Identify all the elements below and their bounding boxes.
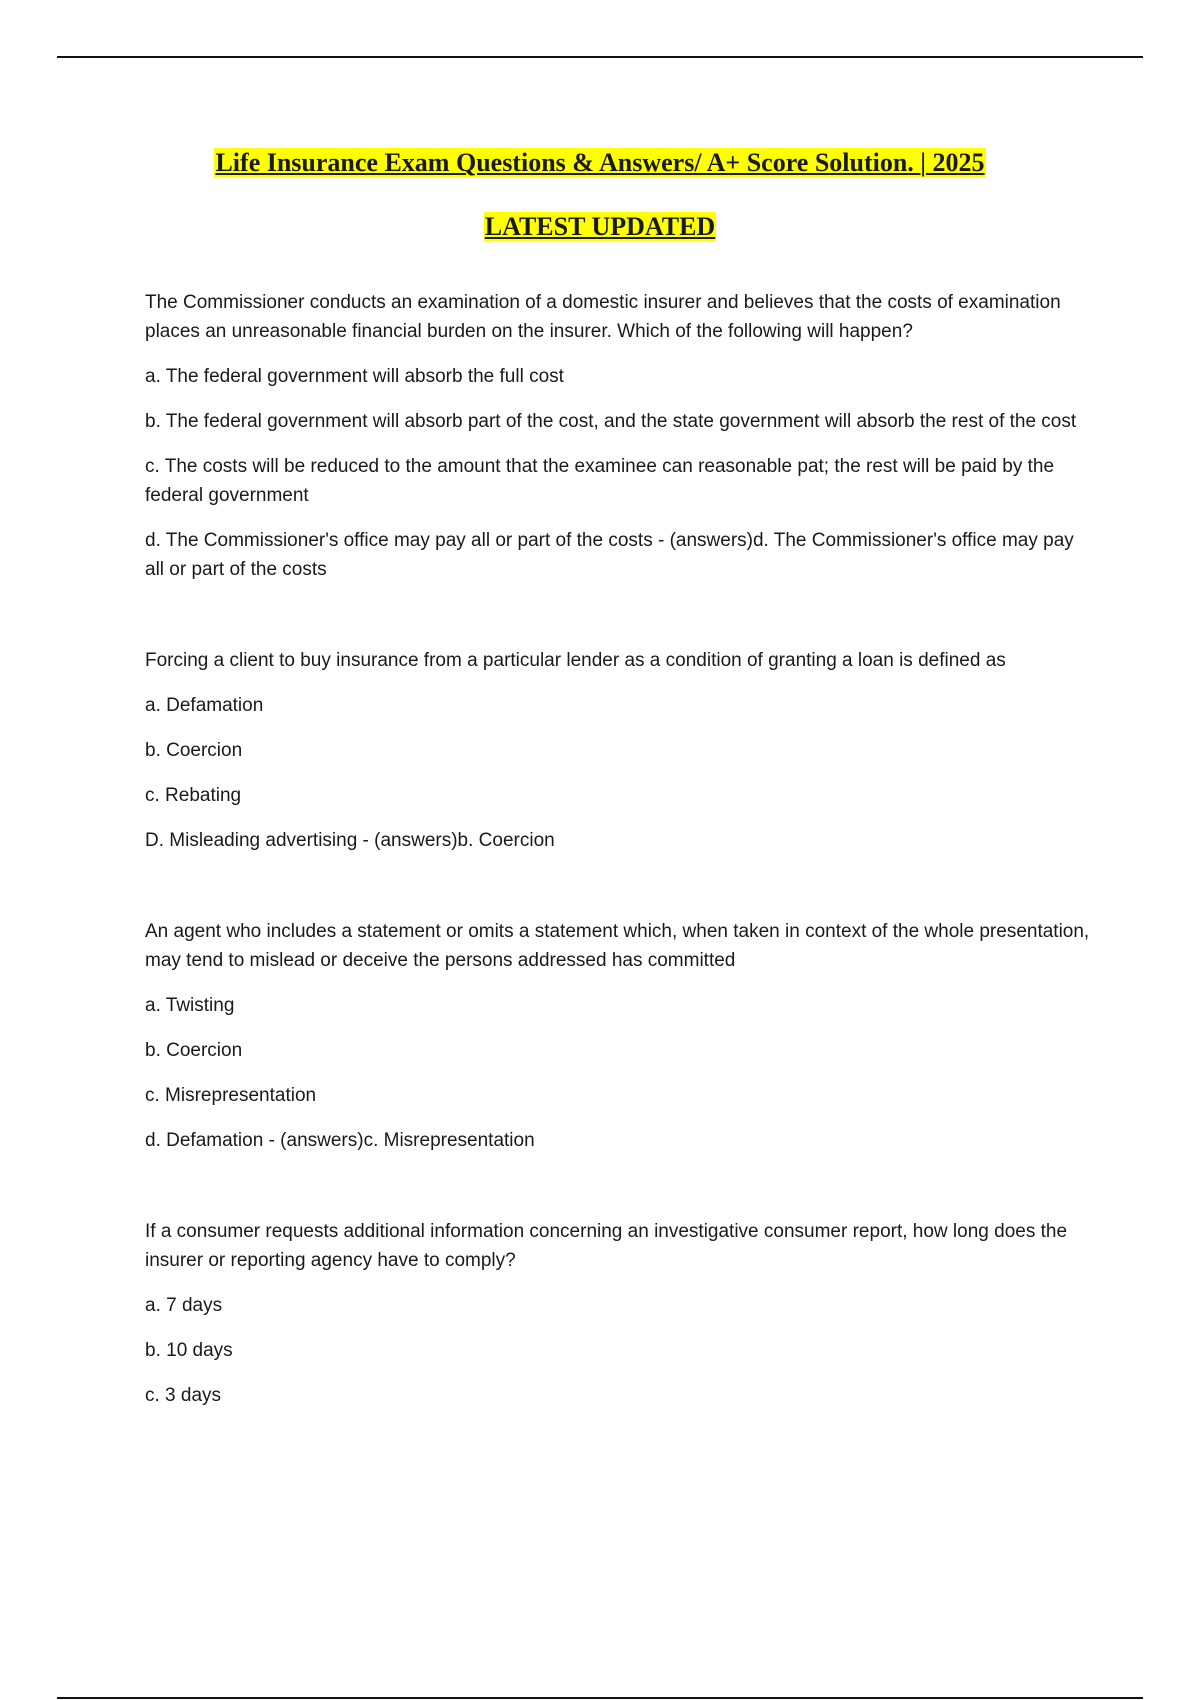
answer-option: d. The Commissioner's office may pay all or part of the costs - (answers)d. The Commissioner's office may pay all or part of the costs <box>145 530 1074 580</box>
answer-option: c. 3 days <box>145 1385 222 1406</box>
document-title-text-2: LATEST UPDATED <box>484 212 716 241</box>
bottom-rule <box>57 1697 1143 1699</box>
answer-option: D. Misleading advertising - (answers)b. Coercion <box>145 830 555 851</box>
answer-option: b. 10 days <box>145 1340 233 1361</box>
question-text: An agent who includes a statement or omits a statement which, when taken in context of the whole presentation, may tend to mislead or deceive the persons addressed has committed <box>145 921 1090 971</box>
document-title-text-1: Life Insurance Exam Questions & Answers/ A+ Score Solution. | 2025 <box>215 148 985 177</box>
answer-option: a. 7 days <box>145 1295 223 1316</box>
question-text: The Commissioner conducts an examination of a domestic insurer and believes that the costs of examination places an unreasonable financial burden on the insurer. Which of the following will happen? <box>145 292 1061 342</box>
document-title-line-1 <box>0 148 1200 178</box>
spacer <box>145 600 1095 646</box>
answer-option: b. The federal government will absorb part of the cost, and the state government will absorb the rest of the cost <box>145 411 1077 432</box>
answer-option: a. The federal government will absorb the full cost <box>145 366 564 387</box>
document-title-line-2 <box>0 212 1200 242</box>
document-body <box>145 288 1095 1426</box>
top-rule <box>57 56 1143 58</box>
answer-option: a. Defamation <box>145 695 264 716</box>
question-text: If a consumer requests additional information concerning an investigative consumer report, how long does the insurer or reporting agency have to comply? <box>145 1221 1068 1271</box>
question-block-3 <box>145 917 1095 1155</box>
spacer <box>145 1171 1095 1217</box>
question-block-4 <box>145 1217 1095 1410</box>
answer-option: d. Defamation - (answers)c. Misrepresentation <box>145 1130 535 1151</box>
answer-option: b. Coercion <box>145 1040 243 1061</box>
answer-option: a. Twisting <box>145 995 235 1016</box>
question-text: Forcing a client to buy insurance from a particular lender as a condition of granting a loan is defined as <box>145 650 1006 671</box>
question-block-1 <box>145 288 1095 584</box>
question-block-2 <box>145 646 1095 855</box>
answer-option: c. The costs will be reduced to the amount that the examinee can reasonable pat; the rest will be paid by the federal government <box>145 456 1055 506</box>
answer-option: c. Misrepresentation <box>145 1085 317 1106</box>
answer-option: c. Rebating <box>145 785 242 806</box>
answer-option: b. Coercion <box>145 740 243 761</box>
spacer <box>145 871 1095 917</box>
